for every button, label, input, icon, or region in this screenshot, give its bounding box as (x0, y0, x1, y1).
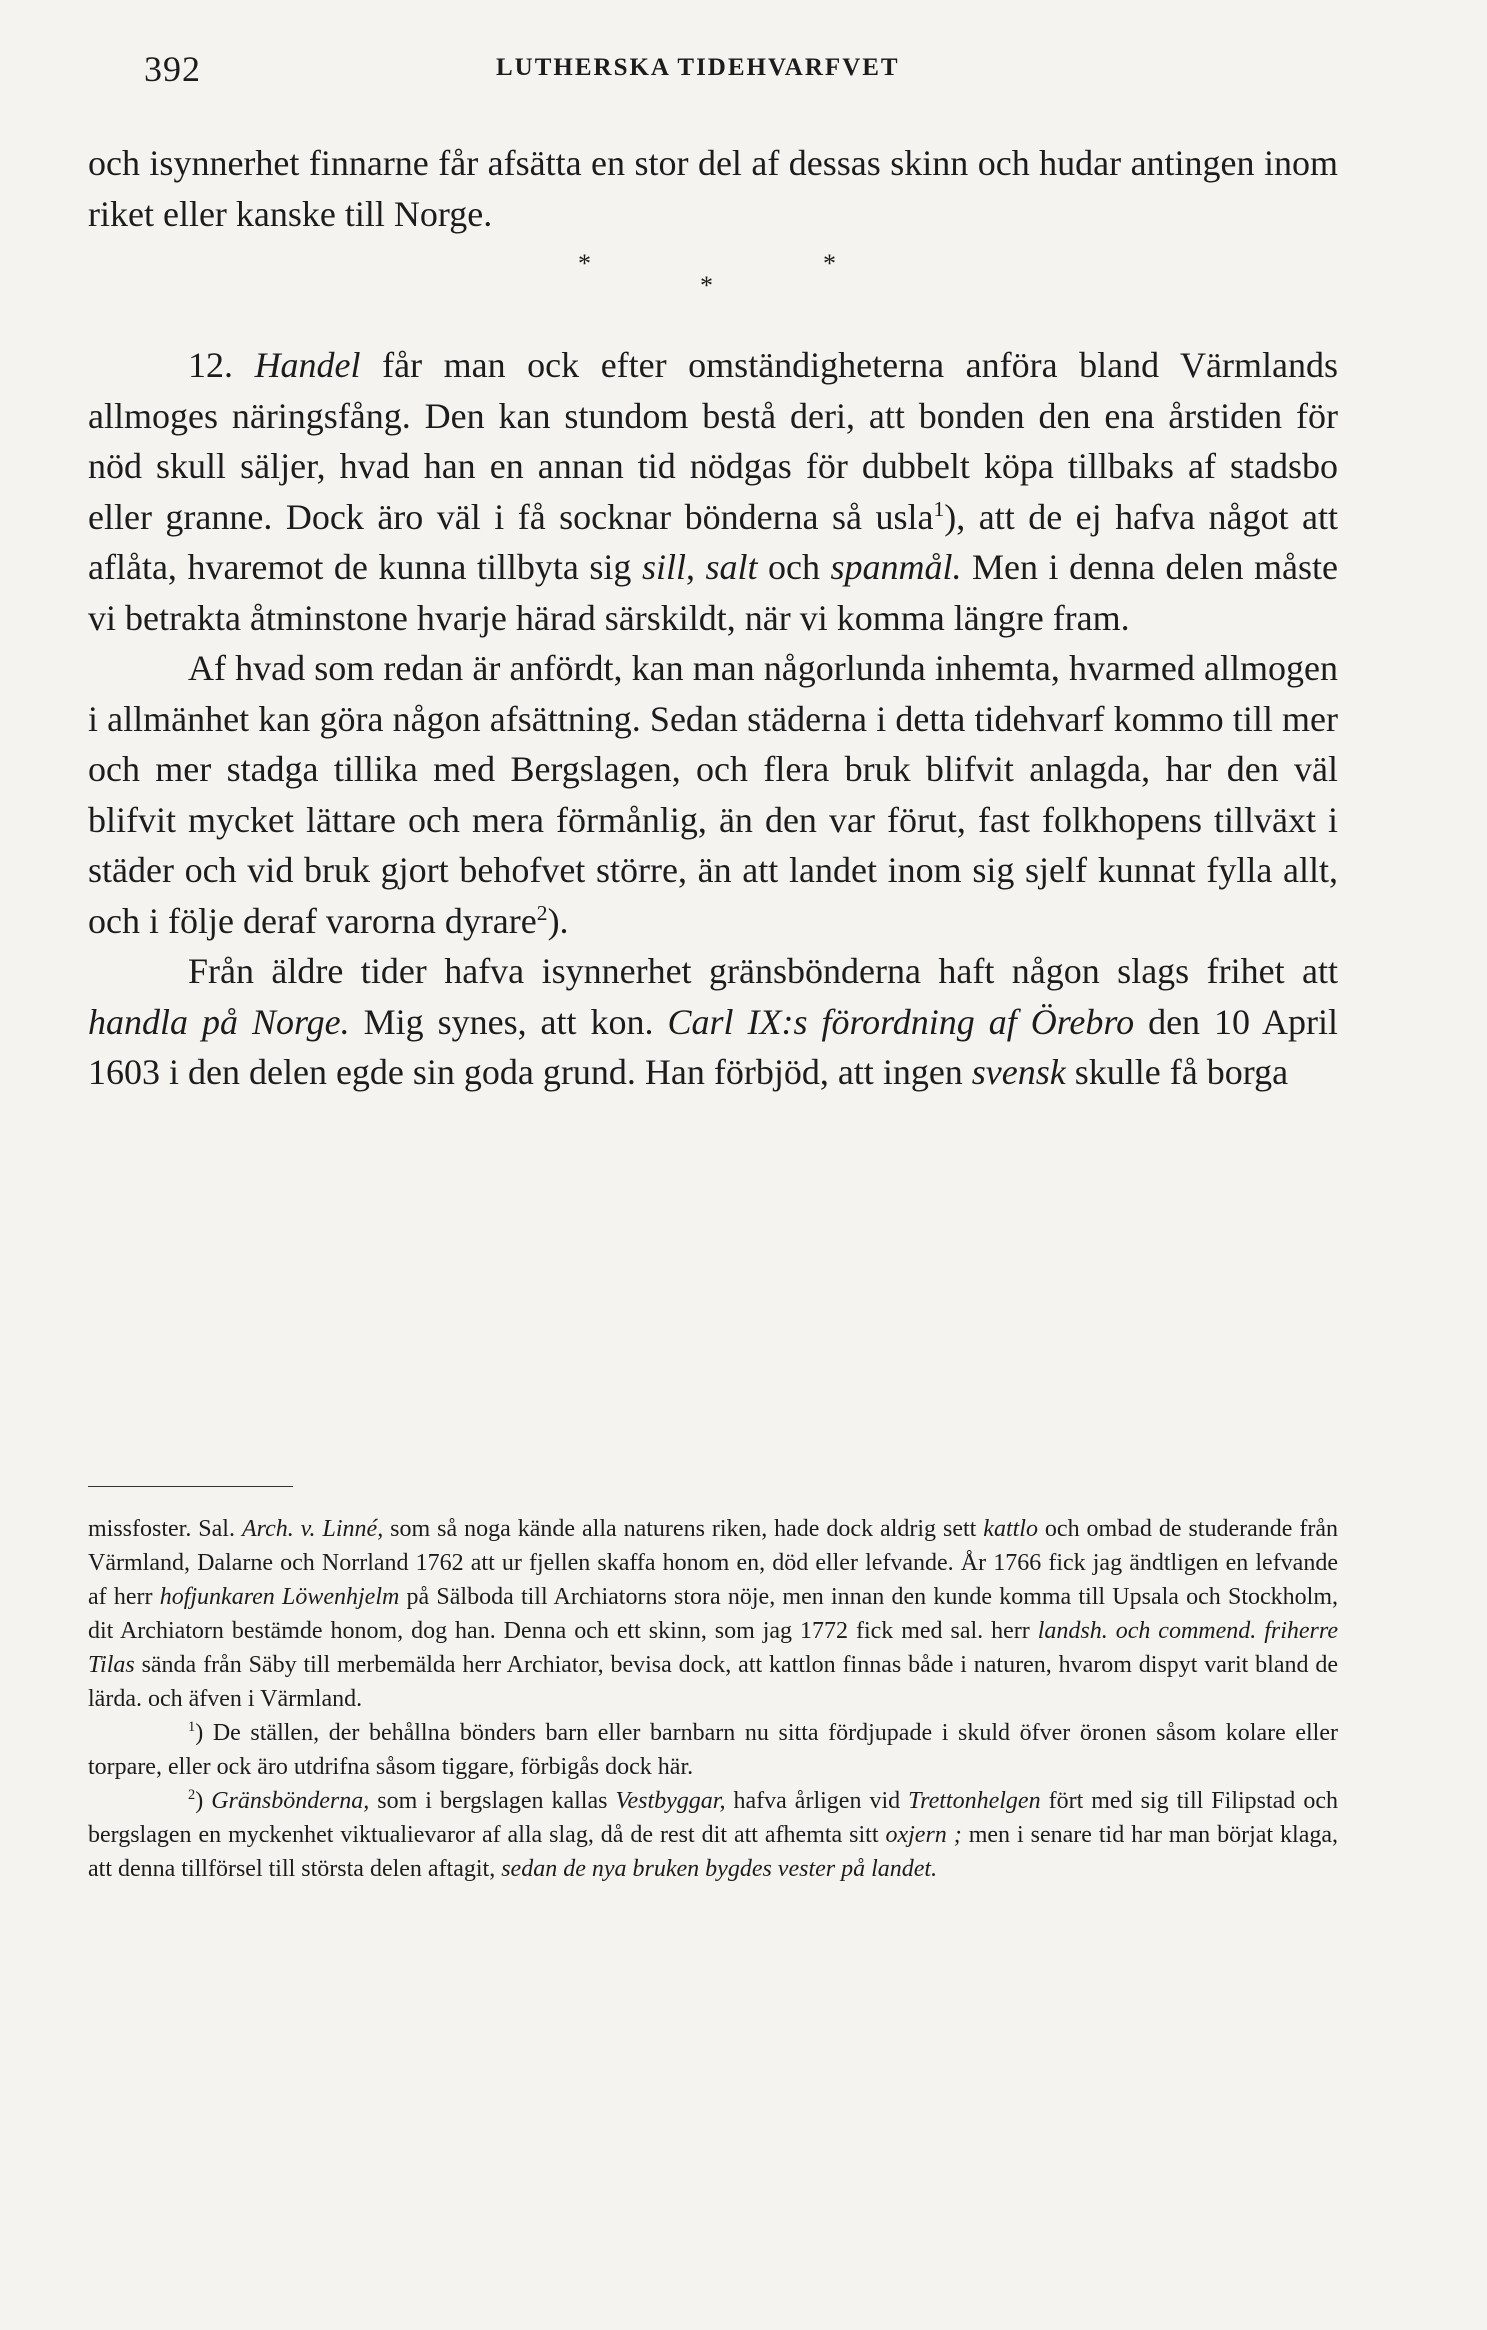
body-text (88, 138, 1338, 1098)
emphasis: Trettonhelgen (908, 1788, 1041, 1814)
paragraph (88, 946, 1338, 1098)
footnote-text: ) De ställen, der behållna bönders barn eller barnbarn nu sitta fördjupade i skuld öfver öronen såsom kolare eller torpare, eller ock äro utdrifna såsom tiggare, förbigås dock här. (88, 1720, 1338, 1780)
footnote-continuation (88, 1512, 1338, 1716)
emphasis: svensk (971, 1052, 1066, 1092)
footnote-marker: 1 (188, 1719, 196, 1735)
footnote-text: sända från Säby till merbemälda herr Archiator, bevisa dock, att kattlon finnas både i naturen, hvarom dispyt varit bland de lärda. och äfven i Värmland. (88, 1652, 1338, 1712)
footnote-text: hafva årligen vid (725, 1788, 909, 1814)
paragraph-text: ). (547, 900, 569, 941)
asterism (88, 239, 1338, 340)
footnote-divider (88, 1486, 293, 1487)
footnote-text: som så noga kände alla naturens riken, hade dock aldrig sett (383, 1516, 984, 1542)
emphasis: Arch. v. Linné, (241, 1516, 384, 1542)
emphasis: Gränsbönderna, (211, 1788, 370, 1814)
section-number: 12. (188, 345, 255, 385)
paragraph-12 (88, 340, 1338, 643)
paragraph-text: Mig synes, att kon. (349, 1001, 668, 1042)
footnote-text: missfoster. Sal. (88, 1516, 242, 1542)
paragraph-text: skulle få borga (1065, 1052, 1289, 1092)
emphasis: landsh. och commend. friherre Tilas (88, 1618, 1339, 1678)
emphasis: Carl IX:s förordning af Örebro (667, 1001, 1135, 1042)
paragraph-text: Af hvad som redan är anfördt, kan man någorlunda inhemta, hvarmed allmogen i allmänhet kan göra någon afsättning. Sedan städerna i detta tidehvarf kommo till mer och mer stadga tillika med Bergslagen, och flera bruk blifvit anlagda, har den väl blifvit mycket lättare och mera förmånlig, än den var förut, fast folkhopens tillväxt i städer och vid bruk gjort behofvet större, än att landet inom sig sjelf kunnat fylla allt, och i följe deraf varorna dyrare (88, 648, 1338, 941)
paragraph-text: och isynnerhet finnarne får afsätta en stor del af dessas skinn och hudar antingen inom riket eller kanske till Norge. (88, 143, 1338, 234)
emphasis: Handel (254, 345, 361, 385)
emphasis: Vestbyggar, (615, 1788, 726, 1814)
emphasis: spanmål. (830, 547, 962, 587)
asterisk: * (700, 271, 713, 300)
footnote-text: och ombad de studerande från Värmland, Dalarne och Norrland 1762 att ur fjellen skaffa honom en, död eller lefvande. År 1766 fick jag ändtligen en lefvande af herr (88, 1516, 1339, 1610)
footnote-text: fört med sig till Filipstad och bergslagen en myckenhet viktualievaror af alla slag, då de rest dit att afhemta sitt (88, 1788, 1338, 1848)
paragraph-text: den 10 April 1603 i den delen egde sin goda grund. Han förbjöd, att ingen (88, 1001, 1339, 1092)
paragraph-text: får man ock efter omständigheterna anföra bland Värmlands allmoges näringsfång. Den kan stundom bestå deri, att bonden den ena årstiden för nöd skull säljer, hvad han en annan tid nödgas för dubbelt köpa tillbaks af stadsbo eller granne. Dock äro väl i få socknar bönderna så usla (88, 345, 1338, 537)
paragraph-text: och (757, 547, 831, 587)
footnote-text: ) (195, 1788, 212, 1814)
emphasis: hofjunkaren Löwenhjelm (159, 1584, 400, 1610)
running-head (88, 40, 1338, 100)
emphasis: salt (705, 547, 758, 587)
emphasis: sedan de nya bruken bygdes vester på landet. (501, 1856, 938, 1882)
asterisk: * (578, 249, 591, 278)
footnote-marker: 2 (188, 1787, 196, 1803)
emphasis: kattlo (983, 1516, 1038, 1542)
footnote-text: på Sälboda till Archiatorns stora nöje, men innan den kunde komma till Upsala och Stockholm, dit Archiatorn bestämde honom, dog han. Denna och ett skinn, som jag 1772 fick med sal. herr (88, 1584, 1339, 1644)
asterisk: * (823, 249, 836, 278)
footnote-text: men i senare tid har man börjat klaga, att denna tillförsel till största delen aftagit, (88, 1822, 1339, 1882)
paragraph-text: , (685, 547, 706, 587)
footnote-text: som i bergslagen kallas (369, 1788, 616, 1814)
footnote-ref: 2 (536, 900, 548, 925)
paragraph-text: Men i denna delen måste vi betrakta åtminstone hvarje härad särskildt, när vi komma längre fram. (88, 547, 1338, 638)
paragraph-text: ), att de ej hafva något att aflåta, hvaremot de kunna tillbyta sig (88, 496, 1339, 587)
page-number: 392 (144, 49, 201, 89)
running-title: LUTHERSKA TIDEHVARFVET (496, 54, 900, 81)
emphasis: sill (641, 547, 686, 587)
paragraph-text: Från äldre tider hafva isynnerhet gränsbönderna haft någon slags frihet att (188, 951, 1338, 991)
footnote-ref: 1 (933, 496, 945, 521)
paragraph-continuation (88, 138, 1338, 239)
emphasis: handla på Norge. (88, 1001, 350, 1042)
footnote-1 (88, 1716, 1338, 1784)
paragraph (88, 643, 1338, 946)
footnotes (88, 1512, 1338, 1886)
footnote-2 (88, 1784, 1338, 1886)
emphasis: oxjern ; (885, 1822, 962, 1848)
